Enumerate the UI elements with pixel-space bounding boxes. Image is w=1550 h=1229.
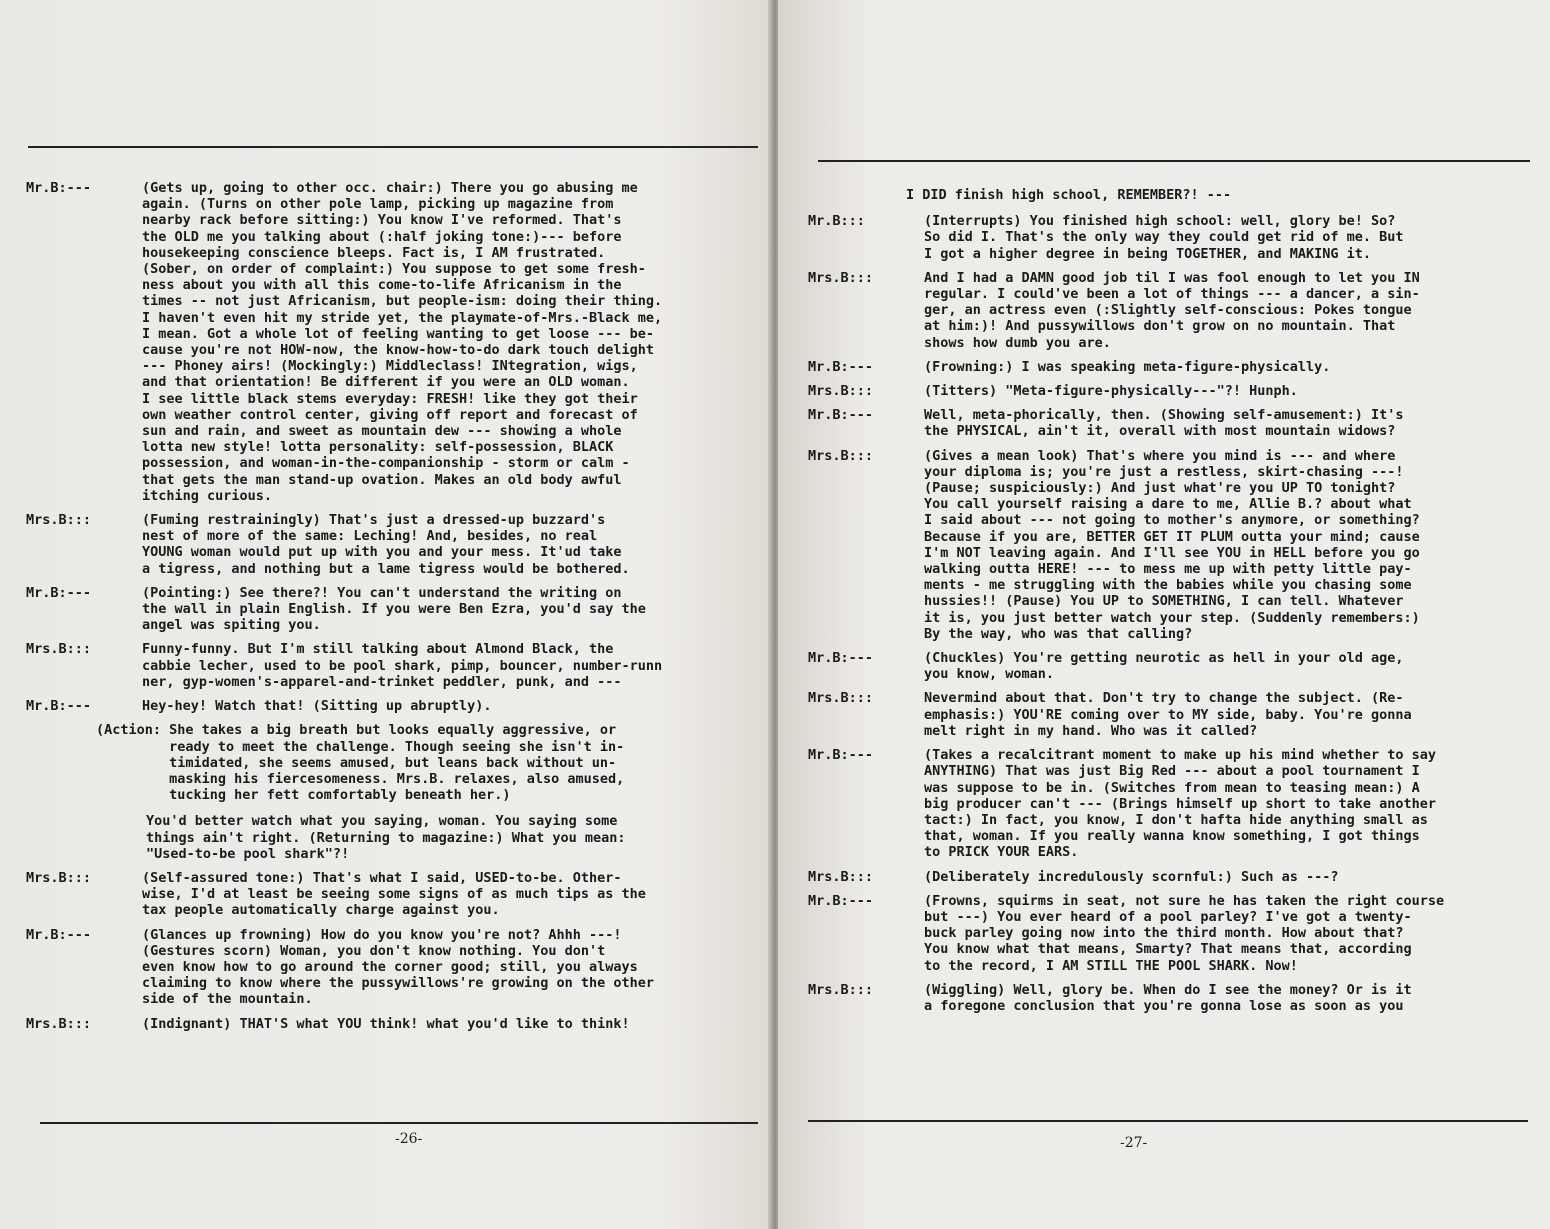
- dialogue-text: (Gets up, going to other occ. chair:) There you go abusing me again. (Turns on other pole lamp, picking up magazine from nearby rack before sitting:) You know I've reformed. That's the OLD me you talking about (:half joking tone:)--- before housekeeping conscience bleeps. Fact is, I AM frustrated. (Sober, on order of complaint:) You suppose to get some fresh- ness about you with all this come-to-life Africanism in the times -- not just Africanism, but people-ism: doing their thing. I haven't even hit my stride yet, the playmate-of-Mrs.-Black me, I mean. Got a whole lot of feeling wanting to get loose --- be- cause you're not HOW-now, the know-how-to-do dark touch delight --- Phoney airs! (Mockingly:) Middleclass! INtegration, wigs, and that orientation! Be different if you were an OLD woman. I see little black stems everyday: FRESH! like they got their own weather control center, giving off report and forecast of sun and rain, and sweet as mountain dew --- showing a whole lotta new style! lotta personality: self-possession, BLACK possession, and woman-in-the-companionship - storm or calm - that gets the man stand-up ovation. Makes an old body awful itching curious.: [142, 180, 663, 504]
- dialogue-text: (Fuming restrainingly) That's just a dressed-up buzzard's nest of more of the same: Leching! And, besides, no real YOUNG woman would put up with you and your mess. It'ud take a tigress, and nothing but a lame tigress would be bothered.: [142, 512, 630, 577]
- dialogue-entry: [26, 585, 761, 634]
- dialogue-text: (Frowns, squirms in seat, not sure he has taken the right course but ---) You ever heard of a pool parley? I've got a twenty- buck parley going now into the third month. How about that? You know what that means, Smarty? That means that, according to the record, I AM STILL THE POOL SHARK. Now!: [924, 892, 1445, 974]
- dialogue-text: (Interrupts) You finished high school: well, glory be! So? So did I. That's the only way they could get rid of me. But I got a higher degree in being TOGETHER, and MAKING it.: [924, 213, 1404, 262]
- speaker-label: Mr.B:---: [808, 892, 874, 909]
- speaker-label: Mrs.B:::: [808, 981, 874, 998]
- speaker-label: Mrs.B:::: [808, 447, 874, 464]
- dialogue-text: (Indignant) THAT'S what YOU think! what you'd like to think!: [142, 1015, 630, 1032]
- dialogue-text: (Deliberately incredulously scornful:) Such as ---?: [924, 868, 1339, 885]
- dialogue-entry: [808, 270, 1533, 351]
- dialogue-continuation: You'd better watch what you saying, woman. You saying some things ain't right. (Returning to magazine:) What you mean: "Used-to-be pool shark"?!: [146, 813, 626, 862]
- top-rule-right: [818, 160, 1530, 162]
- speaker-label: Mr.B:---: [808, 407, 874, 424]
- dialogue-entry: [808, 893, 1533, 974]
- dialogue-entry: [808, 448, 1533, 642]
- dialogue-text: Well, meta-phorically, then. (Showing self-amusement:) It's the PHYSICAL, ain't it, overall with most mountain widows?: [924, 407, 1404, 440]
- speaker-label: Mrs.B:::: [808, 868, 874, 885]
- dialogue-text: (Gives a mean look) That's where you mind is --- and where your diploma is; you're just a restless, skirt-chasing ---! (Pause; suspiciously:) And just what're you UP TO tonight? You call yourself raising a dare to me, Allie B.? about what I said about --- not going to mother's anymore, or something? Because if you are, BETTER GET IT PLUM outta your mind; cause I'm NOT leaving again. And I'll see YOU in HELL before you go walking outta HERE! --- to mess me up with petty little pay- ments - me struggling with the babies while you chasing some hussies!! (Pause) You UP to SOMETHING, I can tell. Whatever it is, you just better watch your step. (Suddenly remembers:) By the way, who was that calling?: [924, 447, 1420, 642]
- right-page-content: [808, 187, 1533, 1022]
- dialogue-text: Nevermind about that. Don't try to change the subject. (Re- emphasis:) YOU'RE coming over to MY side, baby. You're gonna melt right in my hand. Who was it called?: [924, 690, 1412, 739]
- dialogue-continuation: I DID finish high school, REMEMBER?! ---: [906, 187, 1232, 203]
- speaker-label: Mrs.B:::: [26, 512, 92, 529]
- page-number-right: -27-: [1120, 1135, 1148, 1151]
- speaker-label: Mr.B:---: [26, 584, 92, 601]
- dialogue-entry: [808, 359, 1533, 375]
- speaker-label: Mrs.B:::: [808, 383, 874, 400]
- dialogue-text: Funny-funny. But I'm still talking about Almond Black, the cabbie lecher, used to be pool shark, pimp, bouncer, number-runn ner, gyp-women's-apparel-and-trinket peddler, punk, and ---: [142, 641, 663, 690]
- dialogue-text: (Pointing:) See there?! You can't understand the writing on the wall in plain English. If you were Ben Ezra, you'd say the angel was spiting you.: [142, 584, 646, 634]
- bottom-rule-left: [40, 1122, 758, 1124]
- speaker-label: Mrs.B:::: [808, 269, 874, 286]
- speaker-label: Mr.B:---: [26, 698, 92, 715]
- dialogue-entry: [808, 869, 1533, 885]
- dialogue-text: (Wiggling) Well, glory be. When do I see the money? Or is it a foregone conclusion that you're gonna lose as soon as you: [924, 981, 1412, 1014]
- dialogue-entry: [808, 383, 1533, 399]
- dialogue-entry: [26, 512, 761, 577]
- dialogue-text: (Chuckles) You're getting neurotic as hell in your old age, you know, woman.: [924, 650, 1404, 683]
- speaker-label: Mrs.B:::: [26, 1015, 92, 1032]
- speaker-label: Mrs.B:::: [808, 690, 874, 707]
- dialogue-text: Hey-hey! Watch that! (Sitting up abruptly).: [142, 698, 492, 715]
- page-number-left: -26-: [395, 1131, 423, 1147]
- speaker-label: Mr.B:---: [808, 358, 874, 375]
- dialogue-entry: [26, 180, 761, 504]
- speaker-label: Mrs.B:::: [26, 869, 92, 886]
- speaker-label: Mr.B:---: [808, 747, 874, 764]
- bottom-rule-right: [808, 1120, 1528, 1122]
- dialogue-text: And I had a DAMN good job til I was fool enough to let you IN regular. I could've been a lot of things --- a dancer, a sin- ger, an actress even (:Slightly self-conscious: Pokes tongue at him:)! And pussywillows don't grow on no mountain. That shows how dumb you are.: [924, 269, 1420, 351]
- dialogue-entry: [808, 407, 1533, 439]
- dialogue-entry: [26, 698, 761, 714]
- dialogue-entry: [808, 747, 1533, 860]
- dialogue-text: (Frowning:) I was speaking meta-figure-physically.: [924, 358, 1331, 375]
- speaker-label: Mr.B:---: [26, 926, 92, 943]
- top-rule-left: [28, 146, 758, 148]
- dialogue-entry: [26, 870, 761, 919]
- dialogue-entry: [808, 650, 1533, 682]
- speaker-label: Mr.B:---: [808, 650, 874, 667]
- speaker-label: Mr.B:::: [808, 213, 865, 230]
- speaker-label: Mrs.B:::: [26, 641, 92, 658]
- dialogue-entry: [26, 1016, 761, 1032]
- dialogue-entry: [808, 690, 1533, 739]
- dialogue-text: (Takes a recalcitrant moment to make up his mind whether to say ANYTHING) That was just Big Red --- about a pool tournament I was suppose to be in. (Switches from mean to teasing mean:) A big producer can't --- (Brings himself up short to take another tact:) In fact, you know, I don't hafta hide anything small as that, woman. If you really wanna know something, I got things to PRICK YOUR EARS.: [924, 747, 1437, 861]
- dialogue-text: (Self-assured tone:) That's what I said, USED-to-be. Other- wise, I'd at least be seeing some signs of as much tips as the tax people automatically charge against you.: [142, 869, 646, 919]
- dialogue-text: (Titters) "Meta-figure-physically---"?! Hunph.: [924, 383, 1298, 400]
- dialogue-text: (Glances up frowning) How do you know you're not? Ahhh ---! (Gestures scorn) Woman, you don't know nothing. You don't even know how to go around the corner good; still, you always claiming to know where the pussywillows're growing on the other side of the mountain.: [142, 926, 655, 1008]
- dialogue-entry: [808, 982, 1533, 1014]
- stage-direction: (Action: She takes a big breath but looks equally aggressive, or ready to meet the challenge. Though seeing she isn't in- timidated, she seems amused, but leans back without un- masking his fiercesomeness. Mrs.B. relaxes, also amused, tucking her fett comfortably beneath her.): [96, 722, 625, 804]
- dialogue-entry: [26, 641, 761, 690]
- left-page-content: [26, 180, 761, 1040]
- dialogue-entry: [26, 927, 761, 1008]
- dialogue-entry: [808, 213, 1533, 262]
- speaker-label: Mr.B:---: [26, 180, 92, 196]
